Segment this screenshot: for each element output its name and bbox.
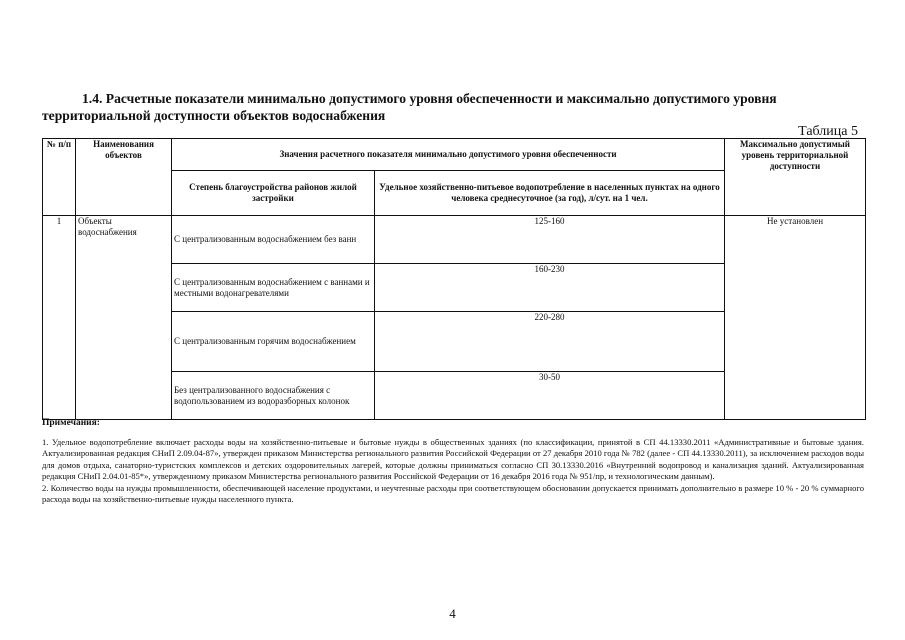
- header-name: Наименования объектов: [76, 139, 172, 216]
- row-value: 220-280: [375, 312, 725, 372]
- header-num: № п/п: [43, 139, 76, 216]
- note-2: 2. Количество воды на нужды промышленности, обеспечивающей население продуктами, и неучтенные расходы при соответствующем обосновании допускается принимать дополнительно в размере 10 % - 20 % суммарного расхода воды на хозяйственно-питьевые нужды населенного пункта.: [42, 482, 864, 505]
- header-values-group: Значения расчетного показателя минимально допустимого уровня обеспеченности: [172, 139, 725, 171]
- row-degree: С централизованным водоснабжением с ваннами и местными водонагревателями: [172, 264, 375, 312]
- table-label: Таблица 5: [798, 124, 858, 139]
- row-value: 125-160: [375, 216, 725, 264]
- row-value: 160-230: [375, 264, 725, 312]
- table-row: [43, 216, 866, 264]
- row-degree: С централизованным водоснабжением без ванн: [172, 216, 375, 264]
- row-value: 30-50: [375, 372, 725, 420]
- row-num: 1: [43, 216, 76, 420]
- row-degree: Без централизованного водоснабжения с водопользованием из водоразборных колонок: [172, 372, 375, 420]
- row-max: Не установлен: [725, 216, 866, 420]
- note-1: 1. Удельное водопотребление включает расходы воды на хозяйственно-питьевые и бытовые нужды в общественных зданиях (по классификации, принятой в СП 44.13330.2011 «Административные и бытовые здания. Актуализированная редакция СНиП 2.09.04-87», утвержден приказом Министерства регионального развития Российской Федерации от 27 декабря 2010 года № 782 (далее - СП 44.13330.2011), за исключением расходов воды для домов отдыха, санаторно-туристских комплексов и детских оздоровительных лагерей, которые должны приниматься согласно СП 30.13330.2016 «Внутренний водопровод и канализация зданий. Актуализированная редакция СНиП 2.04.01-85*», утвержденному приказом Министерства регионального развития Российской Федерации от 16 декабря 2016 года № 951/пр, и технологическим данным).: [42, 437, 864, 482]
- section-heading: 1.4. Расчетные показатели минимально допустимого уровня обеспеченности и максимально допустимого уровня территориальной доступности объектов водоснабжения: [42, 91, 777, 123]
- header-max-distance: Максимально допустимый уровень территориальной доступности: [725, 139, 866, 216]
- header-consumption: Удельное хозяйственно-питьевое водопотребление в населенных пунктах на одного человека среднесуточное (за год), л/сут. на 1 чел.: [375, 171, 725, 216]
- notes-title: Примечания:: [42, 418, 100, 428]
- row-name: Объекты водоснабжения: [76, 216, 172, 420]
- header-degree: Степень благоустройства районов жилой застройки: [172, 171, 375, 216]
- water-supply-table: [42, 138, 866, 420]
- notes: [42, 437, 864, 505]
- page-number: 4: [449, 606, 456, 621]
- row-degree: С централизованным горячим водоснабжением: [172, 312, 375, 372]
